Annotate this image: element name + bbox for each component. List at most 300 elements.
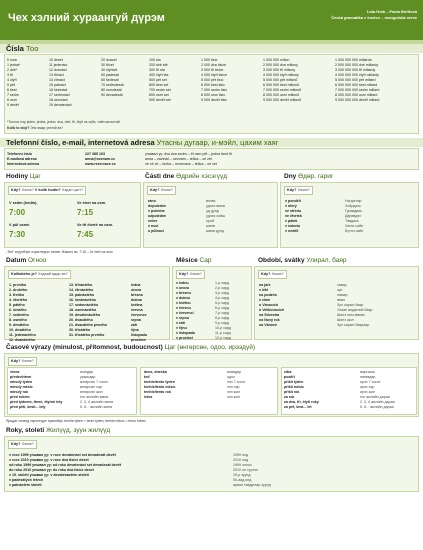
hodiny-note: „Teď“ өгүүлбэрт хэрэглэгдэх төлөв. Жишээ нь: 7:15 – Je čtvrt na osm: [6, 250, 113, 254]
time-expression: před týdnem, třemi, čtyřmi lety: [10, 400, 63, 404]
number-item: 17 sedmnáct: [49, 93, 70, 97]
year-expression-mn: 50-аад онд: [233, 478, 252, 482]
season-cz: na Silvestra: [259, 313, 280, 317]
dny-question: Kdy? Хэзээ?: [284, 186, 313, 195]
part-of-day-cz: v noci: [148, 224, 159, 228]
section-cisla-header: [0, 44, 423, 53]
month-genitive: listopadu: [131, 333, 147, 337]
casti-dne-box: [143, 182, 278, 248]
day-mn: Нэгдэгээр: [345, 199, 362, 203]
month-cz: v říjnu: [176, 326, 187, 330]
section-telefon-header: [0, 138, 423, 147]
number-item: 8 000 osm tisíc: [201, 93, 226, 97]
contact-value: anna@seznam.cz: [85, 157, 115, 161]
number-item: 14 čtrnáct: [49, 78, 65, 82]
year-expression: do roku 2010 уншвал уу: do roku dva tisíce deset: [9, 468, 94, 472]
year-expression-mn: 1999 оноос: [233, 463, 252, 467]
contact-value: 227 385 163: [85, 152, 105, 156]
ordinal-date: 17. sedmnáctého: [69, 303, 99, 307]
season-mn: Шинэ оны өмнөх: [337, 313, 365, 317]
page-title: Чех хэлний хураангуй дүрэм: [8, 12, 165, 24]
ordinal-date: 10. desátého: [9, 328, 31, 332]
number-item: 10 deset: [49, 58, 63, 62]
month-mn: 9-р сард: [215, 321, 230, 325]
section-title: Telefonní číslo, e-mail, internetová adresa: [6, 138, 155, 147]
number-item: 6 000 šest tisíc: [201, 83, 225, 87]
roky-cz: [9, 453, 121, 488]
part-of-day-cz: večer: [148, 219, 158, 223]
dny-box: [280, 182, 419, 248]
number-item: 1 000 000 milion: [263, 58, 290, 62]
casove-title: Časové výrazy (minulost, přítomnost, budoucnost) Цаг (өнгөрсөн, одоо, ирээдүй): [6, 344, 256, 351]
ordinal-date: 7. sedmého: [9, 313, 29, 317]
time-expression: zítra: [284, 370, 292, 374]
authors: Lída Holá – Pavla Bořilová: [366, 9, 417, 14]
numbers-col-4: [149, 58, 171, 103]
month-mn: 4-р сард: [215, 296, 230, 300]
obdobi-title: Období, svátky Улирал, баяр: [258, 257, 347, 264]
number-item: 15 patnáct: [49, 83, 66, 87]
time-expression: tenhle/tento měsíc: [144, 385, 176, 389]
time-expression-mn: нөгөөдөр: [360, 375, 376, 379]
time-expression: předevčírem: [10, 375, 32, 379]
number-item: 3 000 000 tři miliony: [263, 68, 296, 72]
number-item: 300 tři sta: [149, 68, 165, 72]
time-expression-mn: маргааш: [360, 370, 375, 374]
time-4: Ve tři čtvrtě na osm. 7:45: [77, 223, 114, 239]
time-expression-mn: энэ 7 хоног: [227, 380, 246, 384]
time-expression: letos: [144, 395, 153, 399]
contact-label: Internetová adresa: [7, 162, 39, 166]
day-cz: v sobotu: [285, 224, 300, 228]
casti-dne-cz: [148, 199, 166, 234]
number-item: 500 pět set: [149, 78, 167, 82]
number-item: 6 000 000 000 šest miliard: [335, 83, 378, 87]
number-item: 200 dvě stě: [149, 63, 168, 67]
number-item: 7 000 000 000 sedm miliard: [335, 88, 380, 92]
time-expression-mn: нэг жилийн дараа: [360, 395, 390, 399]
number-item: 9 000 000 devět milionů: [263, 98, 302, 102]
part-of-day-mn: өглөө: [206, 199, 216, 203]
number-item: 1 000 000 000 miliarda: [335, 58, 372, 62]
time-expression-mn: энэ жил: [227, 390, 241, 394]
time-expression: dnes, dneska: [144, 370, 167, 374]
time-expression-mn: өнөөдөр: [227, 370, 242, 374]
year-expression: v roce 2010 уншвал уу: v roce dva tisíce deset: [9, 458, 89, 462]
time-expression: příští rok: [284, 390, 300, 394]
time-2: Ve čtvrt na osm. 7:15: [77, 201, 107, 217]
season-cz: v létě: [259, 288, 269, 292]
ordinal-date: 30. třicátého: [69, 328, 91, 332]
day-mn: Тавдахь: [345, 219, 359, 223]
ordinal-date: 15. patnáctého: [69, 293, 95, 297]
season-cz: o Vánocích: [259, 303, 279, 307]
number-item: 2 000 000 dva miliony: [263, 63, 298, 67]
month-cz: v září: [176, 321, 186, 325]
telefon-labels: [7, 152, 39, 167]
dny-title: Dny Өдөр, гариг: [284, 173, 334, 180]
number-item: 700 sedm set: [149, 88, 171, 92]
obdobi-question: Kdy? Хэзээ?: [258, 270, 287, 279]
number-item: 7 000 000 sedm milionů: [263, 88, 302, 92]
telefon-box: [4, 148, 419, 170]
season-cz: na podzim: [259, 293, 277, 297]
time-expression-mn: өчигдөр: [80, 370, 94, 374]
time-expression-mn: өнгөрсөн 7 хоног: [80, 380, 109, 384]
time-expression-mn: өнгөрсөн сар: [80, 385, 102, 389]
season-cz: o Velikonocích: [259, 308, 285, 312]
contact-note: vé vé vé – tečka – rezervace – tečka – cé zet: [145, 162, 217, 166]
month-cz: v květnu: [176, 301, 191, 305]
number-item: 11 jedenáct: [49, 63, 68, 67]
month-mn: 5-р сард: [215, 301, 230, 305]
number-item: 9 devět: [7, 103, 19, 107]
ordinal-date: 19. devatenáctého: [69, 313, 101, 317]
time-expression-mn: энэ сар: [227, 385, 240, 389]
month-genitive: března: [131, 293, 143, 297]
number-item: 5 000 pět tisíc: [201, 78, 224, 82]
month-cz: v červenci: [176, 311, 194, 315]
number-item: 9 000 000 000 devět miliard: [335, 98, 380, 102]
number-item: 4 000 000 čtyři miliony: [263, 73, 299, 77]
ordinal-date: 21. dvacátého prvního: [69, 323, 107, 327]
mesice-mn: [215, 281, 231, 341]
month-genitive: prosince: [131, 338, 146, 342]
datum-title: Datum Огноо: [6, 257, 47, 264]
part-of-day-mn: үдээс өмнө: [206, 204, 225, 208]
month-mn: 8-р сард: [215, 316, 230, 320]
subtitle: [331, 15, 417, 21]
time-expression-mn: ирэх жил: [360, 390, 376, 394]
subtitle-mn: mongolská verze: [384, 15, 417, 20]
past-panel: [7, 367, 137, 415]
season-cz: v zimě: [259, 298, 270, 302]
day-cz: v pondělí: [285, 199, 301, 203]
number-item: 18 osmnáct: [49, 98, 68, 102]
part-of-day-mn: шөнө: [206, 224, 215, 228]
mesice-cz: [176, 281, 195, 341]
ordinal-date: 12. dvanáctého: [9, 338, 35, 342]
number-item: 900 devět set: [149, 98, 171, 102]
season-cz: na Vánoce: [259, 323, 277, 327]
ordinal-date: 16. šestnáctého: [69, 298, 96, 302]
month-mn: 6-р сард: [215, 306, 230, 310]
number-item: 30 třicet: [101, 63, 114, 67]
datum-col-1: [9, 283, 36, 343]
number-item: 4 000 čtyři tisíce: [201, 73, 227, 77]
ordinal-date: 6. šestého: [9, 308, 27, 312]
year-expression-mn: 19-р зуунд: [233, 473, 251, 477]
number-item: 60 šedesát: [101, 78, 119, 82]
part-of-day-cz: dopoledne: [148, 204, 167, 208]
month-cz: v prosinci: [176, 336, 193, 340]
number-item: 8 osm: [7, 98, 17, 102]
number-item: 800 osm set: [149, 93, 169, 97]
ordinal-date: 3. třetího: [9, 293, 25, 297]
time-expression-mn: нэг жилийн өмнө: [80, 395, 109, 399]
part-of-day-mn: үд дунд: [206, 209, 219, 213]
ordinal-date: 9. devátého: [9, 323, 29, 327]
part-of-day-cz: o půlnoci: [148, 229, 164, 233]
year-expression: v patnáctém století: [9, 483, 42, 487]
number-item: 1 000 tisíc: [201, 58, 218, 62]
contact-note: уншвал уу: dva dva sedm – tři osm pět – jedna šest tři: [145, 152, 232, 156]
number-item: 3 000 000 000 tři miliardy: [335, 68, 376, 72]
season-mn: зун: [337, 288, 343, 292]
number-item: 70 sedmdesát: [101, 83, 124, 87]
time-expression: teď: [144, 375, 150, 379]
present-cz: [144, 370, 176, 400]
numbers-col-6: [263, 58, 301, 103]
time-expression-mn: одоо: [227, 375, 236, 379]
month-mn: 2-р сард: [215, 286, 230, 290]
price-question: Kolik to stojí?: [7, 126, 30, 130]
month-cz: v listopadu: [176, 331, 195, 335]
year-expression: v roce 1999 уншвал уу: v roce devatenáct set devadesát devět: [9, 453, 116, 457]
number-item: 5 pět: [7, 83, 15, 87]
number-item: 20 dvacet: [101, 58, 117, 62]
month-cz: v červnu: [176, 306, 191, 310]
ordinal-date: 4. čtvrtého: [9, 298, 28, 302]
time-expression: minulý rok: [10, 390, 29, 394]
day-mn: Хагас сайн: [345, 224, 364, 228]
number-item: 4 čtyři: [7, 78, 17, 82]
hodiny-box: [4, 182, 141, 248]
number-item: 4 000 000 000 čtyři miliardy: [335, 73, 379, 77]
future-mn: [360, 370, 395, 410]
past-cz: [10, 370, 62, 410]
year-expression-mn: арван тавдугаар зуунд: [233, 483, 271, 487]
obdobi-box: [254, 266, 419, 340]
ordinal-date: 13. třináctého: [69, 283, 93, 287]
obdobi-mn: [337, 283, 372, 328]
section-title-mn: Утасны дугаар, и-мэйл, цахим хаяг: [156, 138, 279, 147]
time-expression-mn: 5, 6... жилийн дараа: [360, 405, 394, 409]
number-item: 600 šest set: [149, 83, 169, 87]
page-header: [0, 0, 423, 40]
ordinal-date: 31. třicátého prvního: [69, 333, 105, 337]
section-title-mn: Тоо: [26, 44, 39, 53]
number-item: 6 000 000 šest milionů: [263, 83, 299, 87]
contact-value: www.rezervace.cz: [85, 162, 116, 166]
datum-question: Kolikátého je? Хэдний өдөр вэ?: [8, 270, 71, 279]
time-expression: pozítří: [284, 375, 295, 379]
hodiny-question: Kdy? Хэзээ? V kolik hodin? Хэдэн цагт?: [8, 186, 86, 195]
mesice-question: Kdy? Хэзээ?: [176, 270, 205, 279]
season-cz: na jaře: [259, 283, 271, 287]
time-expression-mn: 2, 3, 4 жилийн өмнө: [80, 400, 113, 404]
roky-box: [4, 436, 419, 492]
month-mn: 10-р сард: [215, 326, 231, 330]
year-expression-mn: 2010 онд: [233, 458, 249, 462]
ordinal-date: 8. osmého: [9, 318, 27, 322]
casove-question: Kdy? Хэзээ?: [8, 357, 37, 366]
future-panel: [281, 367, 417, 415]
time-3: V půl osmé. 7:30: [9, 223, 31, 239]
season-mn: Зул сарын баяраар: [337, 323, 370, 327]
month-genitive: ledna: [131, 283, 141, 287]
time-expression: tenhle/tento týden: [144, 380, 175, 384]
number-item: 3 000 tři tisíce: [201, 68, 224, 72]
month-cz: v březnu: [176, 291, 191, 295]
ordinal-date: 20. dvacátého: [69, 318, 93, 322]
casti-dne-title: Části dne Өдрийн хэсэгүүд: [145, 173, 228, 180]
month-genitive: září: [131, 323, 138, 327]
number-item: 0 nula: [7, 58, 17, 62]
day-mn: Гуравдахь: [345, 209, 363, 213]
month-genitive: května: [131, 303, 143, 307]
month-genitive: října: [131, 328, 139, 332]
season-mn: Зул сарын баяр: [337, 303, 364, 307]
time-expression: za pět, šest... let: [284, 405, 312, 409]
time-expression: minulý měsíc: [10, 385, 33, 389]
season-mn: өвөл: [337, 298, 346, 302]
number-item: 6 šest: [7, 88, 17, 92]
number-item: 2 dvě*: [7, 68, 18, 72]
month-genitive: června: [131, 308, 143, 312]
numbers-col-2: [49, 58, 72, 108]
number-item: 5 000 000 000 pět miliard: [335, 78, 376, 82]
telefon-notes: [145, 152, 232, 167]
month-genitive: dubna: [131, 298, 142, 302]
year-expression-mn: 2010 он хүртэл: [233, 468, 258, 472]
datum-col-2: [69, 283, 107, 338]
day-cz: ve čtvrtek: [285, 214, 302, 218]
time-expression: včera: [10, 370, 20, 374]
time-expression: příští týden: [284, 380, 304, 384]
number-item: 9 000 devět tisíc: [201, 98, 228, 102]
day-mn: Хоёрдахь: [345, 204, 362, 208]
number-item: 2 000 dva tisíce: [201, 63, 227, 67]
casove-box: [4, 353, 419, 417]
month-cz: v únoru: [176, 286, 190, 290]
time-expression: minulý týden: [10, 380, 33, 384]
day-cz: ve středu: [285, 209, 301, 213]
year-expression: od roku 1999 уншвал уу: od roku devatenáct set devadesát devět: [9, 463, 122, 467]
contact-note: anna – zavináč – seznam – tečka – cé zet: [145, 157, 212, 161]
number-item: 90 devadesát: [101, 93, 123, 97]
casti-dne-question: Kdy? Хэзээ?: [147, 186, 176, 195]
part-of-day-mn: шөнө дунд: [206, 229, 224, 233]
season-mn: намар: [337, 293, 348, 297]
contact-label: Telefonní číslo: [7, 152, 32, 156]
month-mn: 7-р сард: [215, 311, 230, 315]
number-item: 400 čtyři sta: [149, 73, 169, 77]
number-item: 8 000 000 osm milionů: [263, 93, 300, 97]
time-expression-mn: 5, 6... жилийн өмнө: [80, 405, 112, 409]
casove-note: Ярьдаг хэлэнд хэрэглэдэг хувилбар: tenhle týden = tento týden, tenhle měsíc = tento měsíc: [6, 419, 146, 423]
month-genitive: února: [131, 288, 141, 292]
day-cz: v neděli: [285, 229, 299, 233]
ordinal-date: 1. prvního: [9, 283, 27, 287]
numbers-col-1: [7, 58, 20, 108]
number-item: 2 000 000 000 dvě miliardy: [335, 63, 379, 67]
month-cz: v srpnu: [176, 316, 189, 320]
number-item: 40 čtyřicet: [101, 68, 118, 72]
number-item: 12 dvanáct: [49, 68, 67, 72]
year-expression: v padesátých letech: [9, 478, 44, 482]
ordinal-date: 2. druhého: [9, 288, 28, 292]
time-expression-mn: уржигдар: [80, 375, 96, 379]
season-cz: na Nový rok: [259, 318, 280, 322]
month-mn: 3-р сард: [215, 291, 230, 295]
time-expression: příští měsíc: [284, 385, 304, 389]
time-expression: před pěti, šesti... lety: [10, 405, 46, 409]
mesice-box: [172, 266, 252, 340]
season-mn: хавар: [337, 283, 347, 287]
time-expression-mn: энэ жил: [227, 395, 241, 399]
part-of-day-cz: ráno: [148, 199, 156, 203]
time-expression-mn: 2, 3, 4 жилийн дараа: [360, 400, 395, 404]
part-of-day-mn: орой: [206, 219, 215, 223]
section-title: Čísla: [6, 44, 24, 53]
past-mn: [80, 370, 113, 410]
month-cz: v lednu: [176, 281, 189, 285]
month-genitive: srpna: [131, 318, 141, 322]
mesice-title: Měsíce Сар: [176, 257, 212, 264]
numbers-col-3: [101, 58, 124, 98]
month-genitive: července: [131, 313, 147, 317]
day-cz: v úterý: [285, 204, 297, 208]
year-expression-mn: 1999 онд: [233, 453, 249, 457]
time-expression: za dva, tři, čtyři roky: [284, 400, 319, 404]
datum-months: [131, 283, 147, 343]
time-expression-mn: ирэх сар: [360, 385, 375, 389]
month-mn: 1-р сард: [215, 281, 230, 285]
numbers-col-7: [335, 58, 379, 103]
cisla-note: *Тоолох нэр jeden, jedna, jedno; dva, dvě; tři, čtyři нь хүйс, тийн ялгалтай: [7, 120, 120, 124]
month-mn: 11-р сард: [215, 331, 231, 335]
day-cz: v pátek: [285, 219, 298, 223]
part-of-day-cz: odpoledne: [148, 214, 167, 218]
roky-mn: [233, 453, 271, 488]
month-cz: v dubnu: [176, 296, 190, 300]
roky-question: Kdy? Хэзээ?: [8, 440, 37, 449]
future-cz: [284, 370, 319, 410]
time-expression: před rokem: [10, 395, 30, 399]
season-mn: Улаан өндөгний баяр: [337, 308, 373, 312]
number-item: 7 000 sedm tisíc: [201, 88, 228, 92]
number-item: 16 šestnáct: [49, 88, 68, 92]
cisla-box: [4, 54, 419, 134]
number-item: 100 sto: [149, 58, 161, 62]
header-authors-block: [331, 9, 417, 21]
time-1: V sedm (hodin). 7:00: [9, 201, 38, 217]
year-expression: v 19. století уншвал уу: v devatenáctém století: [9, 473, 89, 477]
number-item: 80 osmdesát: [101, 88, 122, 92]
numbers-col-5: [201, 58, 227, 103]
time-expression-mn: өнгөрсөн жил: [80, 390, 103, 394]
season-mn: Шинэ жил: [337, 318, 354, 322]
time-expression: tenhle/tento rok: [144, 390, 171, 394]
obdobi-cz: [259, 283, 284, 328]
number-item: 3 tři: [7, 73, 13, 77]
part-of-day-cz: v poledne: [148, 209, 165, 213]
contact-label: E-mailová adresa: [7, 157, 37, 161]
ordinal-date: 11. jedenáctého: [9, 333, 36, 337]
number-item: 8 000 000 000 osm miliard: [335, 93, 378, 97]
number-item: 1 jedna*: [7, 63, 21, 67]
time-expression-mn: ирэх 7 хоног: [360, 380, 381, 384]
casti-dne-mn: [206, 199, 225, 234]
ordinal-date: 14. čtrnáctého: [69, 288, 94, 292]
number-item: 50 padesát: [101, 73, 119, 77]
time-expression: za rok: [284, 395, 295, 399]
dny-mn: [345, 199, 363, 234]
day-mn: Бүтэн сайн: [345, 229, 364, 233]
month-mn: 12-р сард: [215, 336, 231, 340]
cisla-question: [7, 126, 63, 130]
